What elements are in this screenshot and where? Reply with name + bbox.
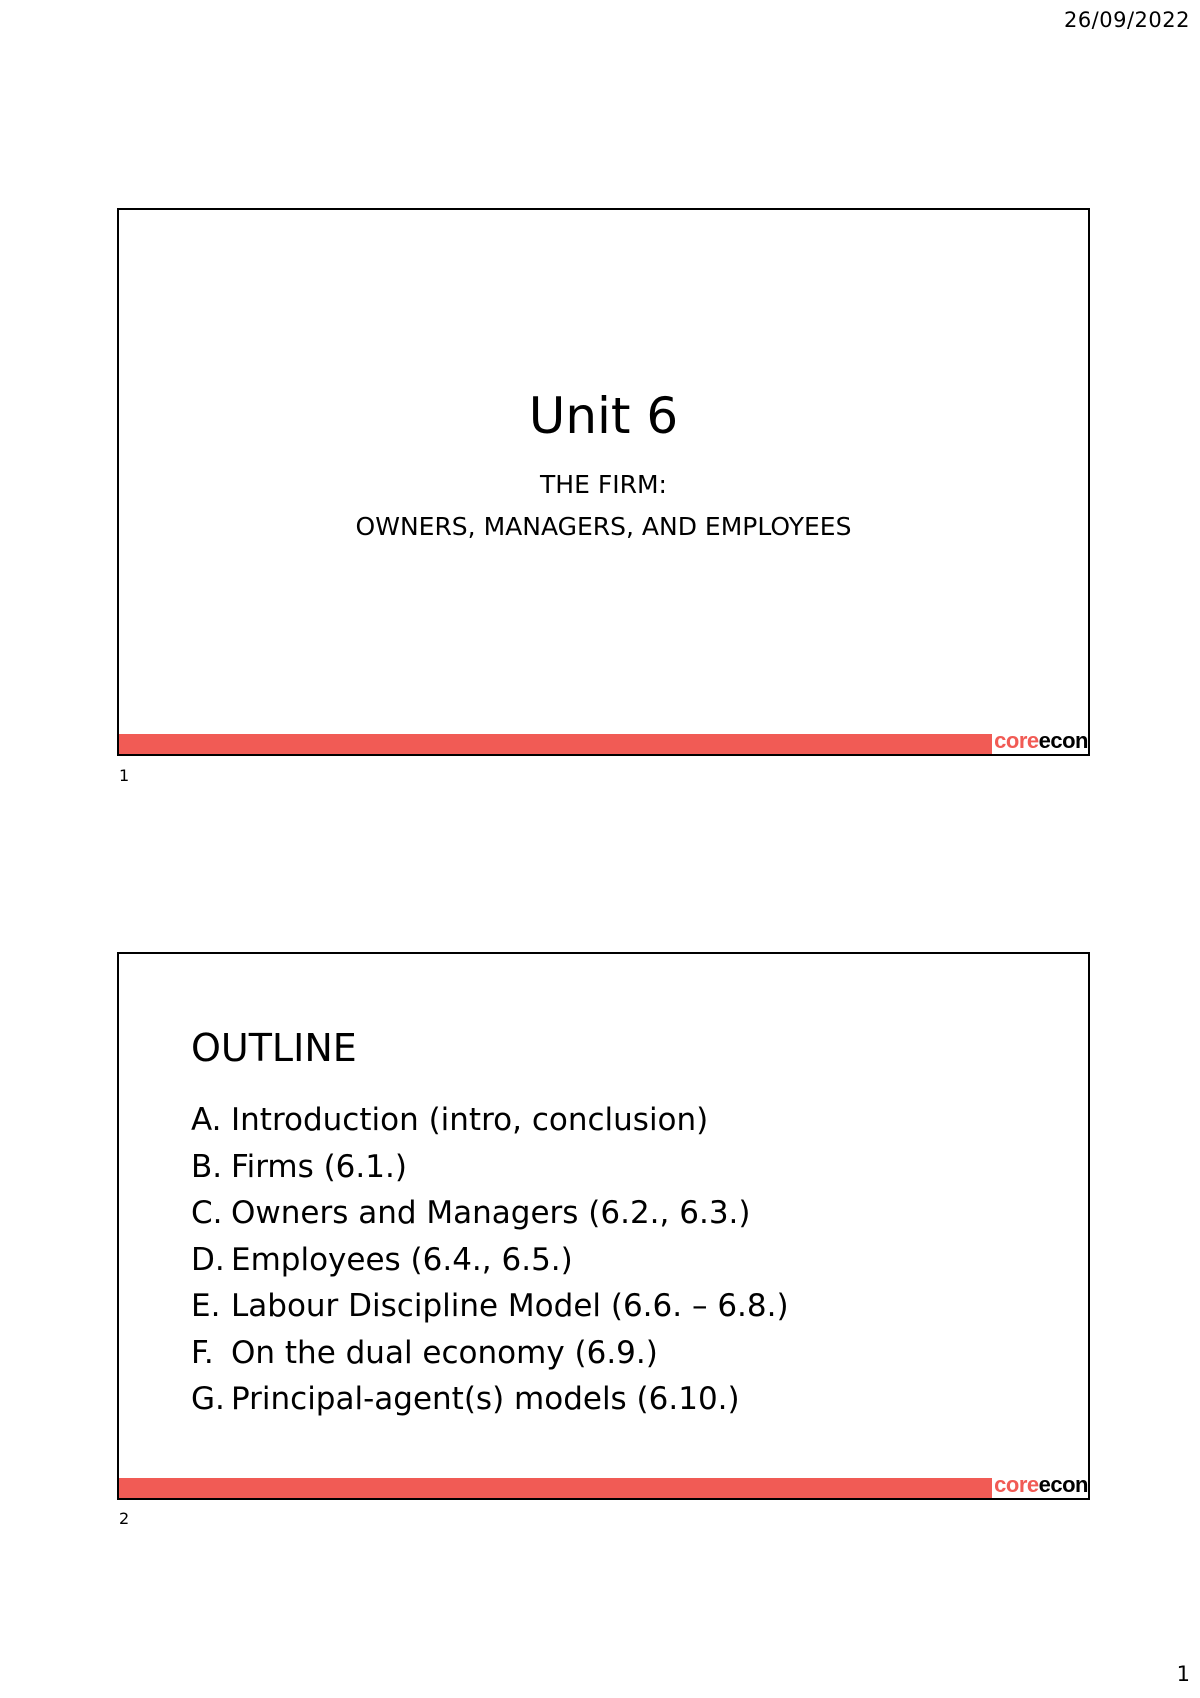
outline-item-text: Introduction (intro, conclusion) <box>231 1102 709 1138</box>
logo-part-core: core <box>994 1472 1039 1497</box>
outline-item <box>191 1097 789 1144</box>
outline-item <box>191 1237 789 1284</box>
outline-item-letter: D. <box>191 1241 225 1278</box>
coreecon-logo <box>992 730 1088 754</box>
outline-item-text: Firms (6.1.) <box>231 1148 407 1185</box>
outline-item-text: On the dual economy (6.9.) <box>231 1334 658 1371</box>
slide-outline <box>117 952 1090 1500</box>
subtitle-line-2: OWNERS, MANAGERS, AND EMPLOYEES <box>355 512 852 541</box>
outline-item-text: Employees (6.4., 6.5.) <box>231 1241 573 1278</box>
subtitle-line-1: THE FIRM: <box>540 470 667 499</box>
slide-number: 1 <box>119 766 130 785</box>
outline-item-text: Labour Discipline Model (6.6. – 6.8.) <box>231 1288 789 1324</box>
outline-item-text: Owners and Managers (6.2., 6.3.) <box>231 1195 751 1231</box>
outline-item <box>191 1330 789 1377</box>
logo-part-econ: econ <box>1038 1472 1088 1497</box>
outline-title: OUTLINE <box>191 1026 357 1070</box>
title-block <box>119 386 1088 548</box>
outline-item-letter: A. <box>191 1102 222 1138</box>
slide-number: 2 <box>119 1509 130 1528</box>
slide-title <box>117 208 1090 756</box>
slide-footer-bar <box>119 734 1088 754</box>
outline-item <box>191 1376 789 1423</box>
outline-item-letter: B. <box>191 1148 223 1185</box>
outline-list <box>191 1097 789 1423</box>
outline-item-text: Principal-agent(s) models (6.10.) <box>231 1381 740 1417</box>
page-number: 1 <box>1176 1662 1190 1686</box>
outline-item-letter: G. <box>191 1381 225 1417</box>
slide-footer-bar <box>119 1478 1088 1498</box>
outline-item <box>191 1283 789 1330</box>
outline-item-letter: E. <box>191 1288 221 1324</box>
page-date: 26/09/2022 <box>1063 8 1190 32</box>
unit-title: Unit 6 <box>528 387 679 445</box>
outline-item <box>191 1190 789 1237</box>
logo-part-econ: econ <box>1038 728 1088 753</box>
outline-item-letter: F. <box>191 1334 214 1371</box>
logo-part-core: core <box>994 728 1039 753</box>
outline-item-letter: C. <box>191 1195 223 1231</box>
outline-item <box>191 1144 789 1191</box>
coreecon-logo <box>992 1474 1088 1498</box>
